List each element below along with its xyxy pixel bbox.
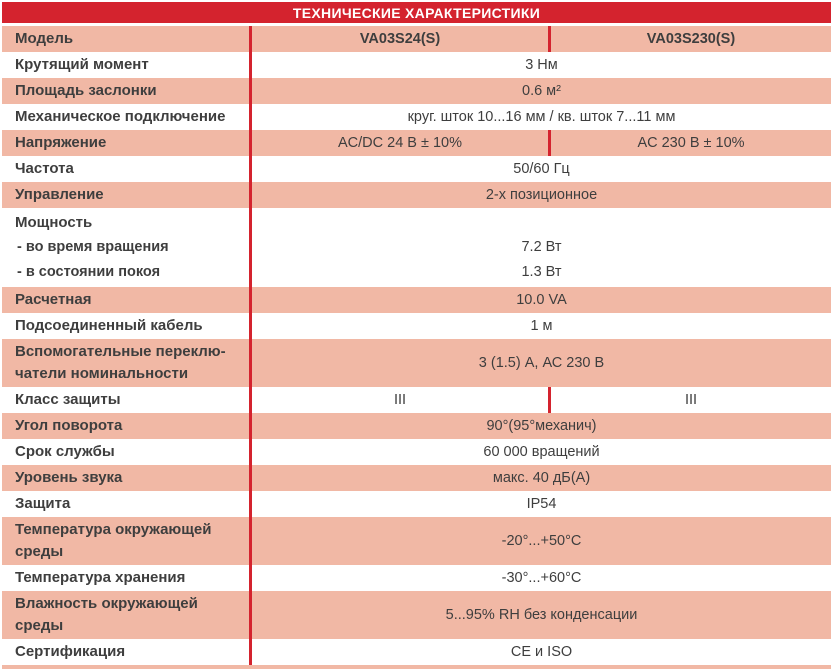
table-row	[2, 208, 831, 287]
row-label-line: Модель	[15, 30, 74, 47]
row-label-line: Мощность	[15, 214, 93, 231]
row-label	[2, 156, 249, 182]
row-values	[252, 517, 831, 565]
row-value-col1: VA03S24(S)	[359, 31, 441, 47]
table-row	[2, 26, 831, 52]
table-title: ТЕХНИЧЕСКИЕ ХАРАКТЕРИСТИКИ	[292, 4, 541, 21]
row-values	[252, 156, 831, 182]
table-bottom-border	[2, 665, 831, 669]
row-label	[2, 387, 249, 413]
table-row	[2, 439, 831, 465]
row-label-line: Уровень звука	[15, 469, 123, 486]
row-label-line: чатели номинальности	[15, 365, 189, 382]
row-values	[252, 182, 831, 208]
row-value-col2: III	[684, 392, 698, 408]
row-label-line: Вспомогательные переклю-	[15, 343, 226, 360]
row-label-line: среды	[15, 543, 64, 560]
table-row	[2, 591, 831, 639]
row-sublabel-line: - в состоянии покоя	[17, 264, 161, 280]
table-row	[2, 339, 831, 387]
table-row	[2, 52, 831, 78]
row-label-line: Срок службы	[15, 443, 115, 460]
row-value: CE и ISO	[510, 644, 573, 660]
row-label-line: Угол поворота	[15, 417, 123, 434]
row-label	[2, 287, 249, 313]
row-value-line: 1.3 Вт	[521, 264, 562, 280]
row-label-line: Защита	[15, 495, 71, 512]
row-value: -30°...+60°C	[501, 570, 582, 586]
row-label	[2, 130, 249, 156]
table-row	[2, 156, 831, 182]
row-values	[252, 287, 831, 313]
row-values	[252, 413, 831, 439]
row-values	[252, 387, 831, 413]
row-values	[252, 491, 831, 517]
row-values	[252, 130, 831, 156]
table-title-bar	[2, 2, 831, 23]
table-row	[2, 130, 831, 156]
row-values	[252, 78, 831, 104]
table-row	[2, 465, 831, 491]
row-value: 1 м	[530, 318, 553, 334]
row-label	[2, 517, 249, 565]
row-values	[252, 339, 831, 387]
table-row	[2, 104, 831, 130]
table-row	[2, 182, 831, 208]
row-value: круг. шток 10...16 мм / кв. шток 7...11 мм	[407, 109, 676, 125]
row-label	[2, 78, 249, 104]
table-row	[2, 639, 831, 665]
row-label-line: Управление	[15, 186, 104, 203]
row-sublabel-line: - во время вращения	[17, 239, 169, 255]
table-row	[2, 313, 831, 339]
row-value: 90°(95°механич)	[486, 418, 597, 434]
row-label-line: Напряжение	[15, 134, 107, 151]
row-label	[2, 439, 249, 465]
table-row	[2, 78, 831, 104]
row-values	[252, 26, 831, 52]
row-values	[252, 439, 831, 465]
row-label	[2, 491, 249, 517]
row-values	[252, 465, 831, 491]
table-row	[2, 517, 831, 565]
row-value: 0.6 м²	[522, 83, 561, 99]
row-values	[252, 313, 831, 339]
row-value: 3 (1.5) А, АС 230 В	[478, 355, 605, 371]
row-label-line: Расчетная	[15, 291, 92, 308]
row-label-line: Сертификация	[15, 643, 126, 660]
row-value-col1: III	[393, 392, 407, 408]
row-values	[252, 208, 831, 287]
row-label-line: Класс защиты	[15, 391, 121, 408]
row-label-line: Площадь заслонки	[15, 82, 157, 99]
row-label	[2, 565, 249, 591]
row-label-line: среды	[15, 617, 64, 634]
row-value: макс. 40 дБ(А)	[492, 470, 591, 486]
row-value-col2: VA03S230(S)	[646, 31, 736, 47]
row-label-line: Крутящий момент	[15, 56, 149, 73]
row-label-line: Подсоединенный кабель	[15, 317, 203, 334]
row-value: 2-х позиционное	[485, 187, 598, 203]
table-row	[2, 413, 831, 439]
row-label	[2, 182, 249, 208]
row-value: 3 Нм	[525, 57, 558, 73]
table-row	[2, 565, 831, 591]
row-label-line: Температура окружающей	[15, 521, 212, 538]
row-label	[2, 52, 249, 78]
row-value: -20°...+50°C	[501, 533, 582, 549]
row-label	[2, 339, 249, 387]
row-label	[2, 26, 249, 52]
row-label-line: Механическое подключение	[15, 108, 226, 125]
row-label-line: Влажность окружающей	[15, 595, 198, 612]
table-row	[2, 287, 831, 313]
row-value-line	[252, 210, 831, 235]
row-value-line: 7.2 Вт	[521, 239, 562, 255]
row-value-col1: AC/DC 24 В ± 10%	[337, 135, 462, 151]
row-label	[2, 591, 249, 639]
row-value-stack	[252, 210, 831, 285]
row-value-col2: AC 230 В ± 10%	[637, 135, 745, 151]
row-value: 5...95% RH без конденсации	[445, 607, 638, 623]
row-label	[2, 639, 249, 665]
row-label-line: Частота	[15, 160, 74, 177]
row-values	[252, 565, 831, 591]
table-row	[2, 387, 831, 413]
table-row	[2, 491, 831, 517]
row-label	[2, 313, 249, 339]
row-values	[252, 639, 831, 665]
row-label	[2, 104, 249, 130]
row-value: 10.0 VA	[516, 292, 567, 308]
row-value: 60 000 вращений	[483, 444, 600, 460]
row-value: 50/60 Гц	[513, 161, 570, 177]
row-values	[252, 591, 831, 639]
row-label	[2, 413, 249, 439]
row-label	[2, 208, 249, 287]
row-value: IP54	[526, 496, 557, 512]
row-values	[252, 104, 831, 130]
row-values	[252, 52, 831, 78]
row-label-line: Температура хранения	[15, 569, 186, 586]
row-label	[2, 465, 249, 491]
spec-table-body	[2, 26, 831, 665]
